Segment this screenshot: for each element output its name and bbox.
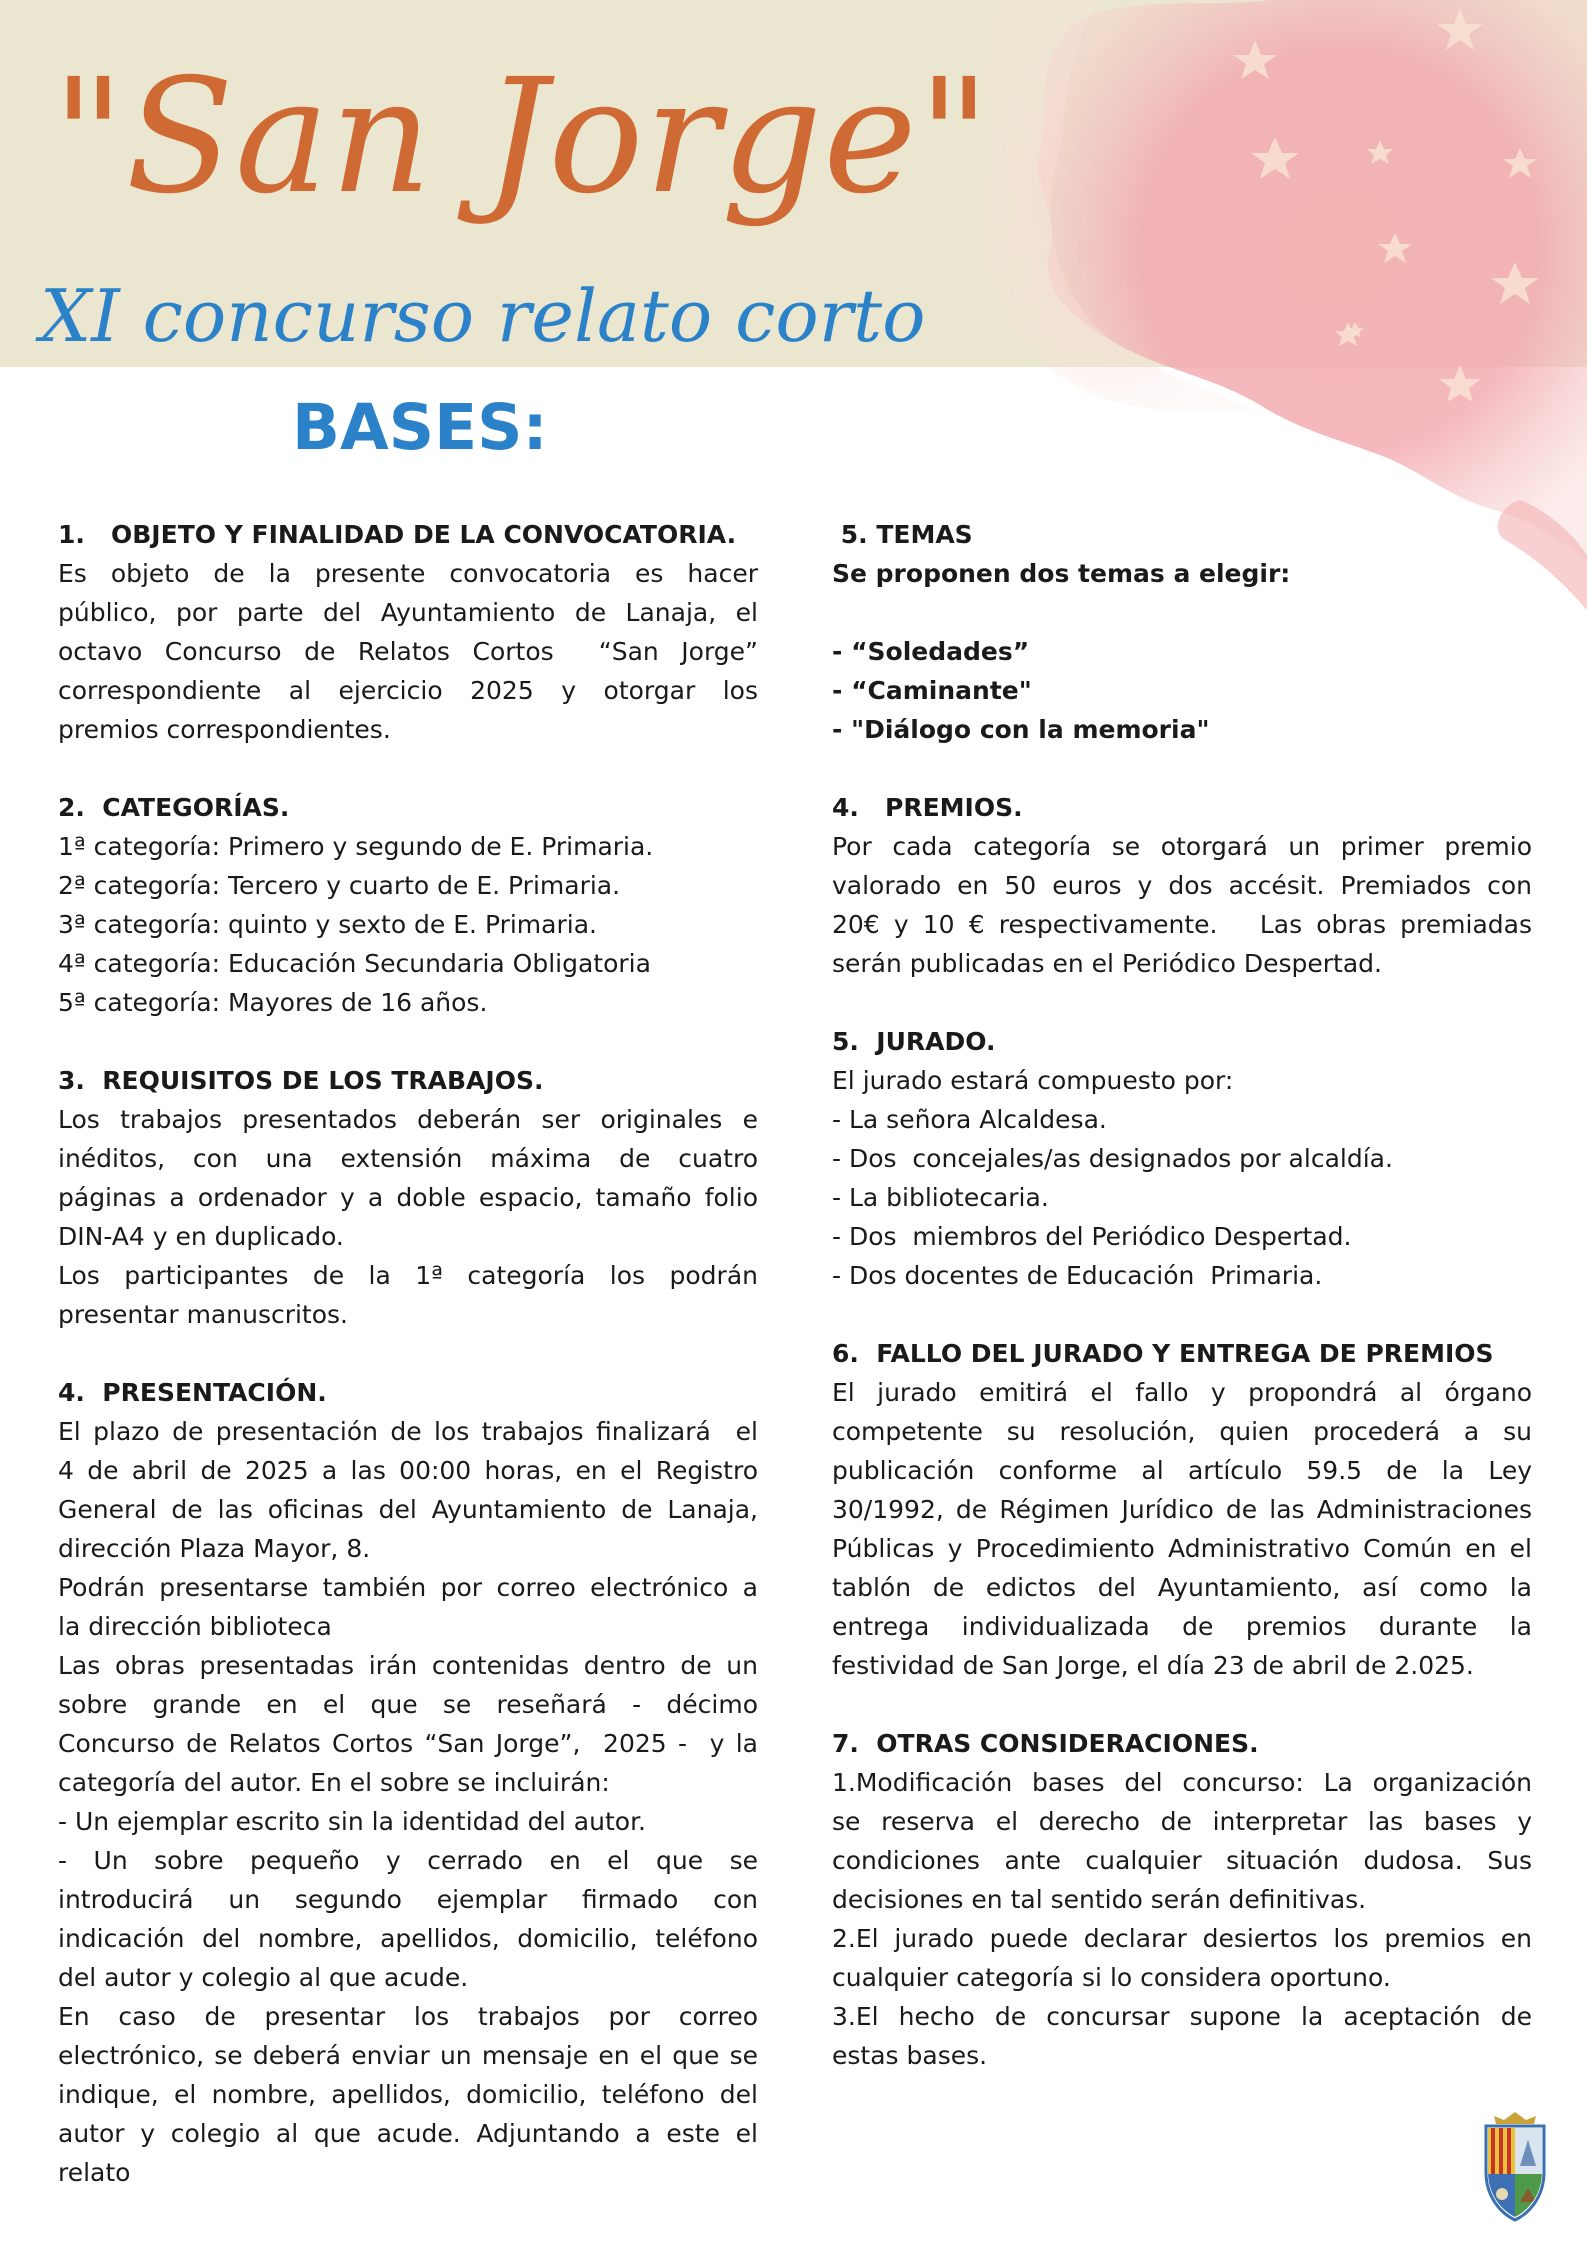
left-column-text-line: categoría del autor. En el sobre se incluirán: <box>58 1768 610 1797</box>
right-column-text-line: 30/1992, de Régimen Jurídico de las Administraciones <box>832 1495 1532 1524</box>
left-column-text-line: - Un sobre pequeño y cerrado en el que se <box>58 1846 758 1875</box>
right-column-heading-line: 7. OTRAS CONSIDERACIONES. <box>832 1729 1259 1758</box>
right-column-spacer <box>832 1685 1532 1724</box>
left-column-text-line: Los participantes de la 1ª categoría los podrán <box>58 1261 758 1290</box>
left-column-text-line: Es objeto de la presente convocatoria es hacer <box>58 559 758 588</box>
right-column-text-line: - Dos miembros del Periódico Despertad. <box>832 1222 1352 1251</box>
right-column-heading-line: 6. FALLO DEL JURADO Y ENTREGA DE PREMIOS <box>832 1339 1494 1368</box>
left-column-text-line: 3ª categoría: quinto y sexto de E. Primaria. <box>58 910 597 939</box>
left-column-text-line: introducirá un segundo ejemplar firmado con <box>58 1885 758 1914</box>
right-column-text-line: valorado en 50 euros y dos accésit. Premiados con <box>832 871 1532 900</box>
right-column-text-line: - La señora Alcaldesa. <box>832 1105 1107 1134</box>
right-column-text-line: tablón de edictos del Ayuntamiento, así como la <box>832 1573 1532 1602</box>
left-column-text-line: inéditos, con una extensión máxima de cuatro <box>58 1144 758 1173</box>
right-column-spacer <box>832 749 1532 788</box>
left-column-heading-line: 3. REQUISITOS DE LOS TRABAJOS. <box>58 1066 544 1095</box>
right-column-text-line: festividad de San Jorge, el día 23 de abril de 2.025. <box>832 1651 1474 1680</box>
left-column-text-line: dirección Plaza Mayor, 8. <box>58 1534 371 1563</box>
right-column-text-line: - La bibliotecaria. <box>832 1183 1049 1212</box>
right-column-text-line: condiciones ante cualquier situación dudosa. Sus <box>832 1846 1532 1875</box>
right-column-heading-line: - "Diálogo con la memoria" <box>832 715 1210 744</box>
left-column-heading-line: 4. PRESENTACIÓN. <box>58 1378 327 1407</box>
left-column <box>58 515 758 2192</box>
right-column-text-line: 20€ y 10 € respectivamente. Las obras premiadas <box>832 910 1532 939</box>
left-column-text-line: correspondiente al ejercicio 2025 y otorgar los <box>58 676 758 705</box>
right-column-text-line: decisiones en tal sentido serán definitivas. <box>832 1885 1367 1914</box>
left-column-text-line: la dirección biblioteca <box>58 1612 332 1641</box>
left-column-text-line: Podrán presentarse también por correo electrónico a <box>58 1573 758 1602</box>
left-column-heading-line: 2. CATEGORÍAS. <box>58 793 290 822</box>
right-column-text-line: El jurado estará compuesto por: <box>832 1066 1234 1095</box>
left-column-text-line: sobre grande en el que se reseñará - décimo <box>58 1690 758 1719</box>
left-column-text-line: 4 de abril de 2025 a las 00:00 horas, en el Registro <box>58 1456 758 1485</box>
right-column-heading-line: - “Soledades” <box>832 637 1030 666</box>
left-column-spacer <box>58 749 758 788</box>
right-column-spacer <box>832 593 1532 632</box>
page-title: "San Jorge" <box>52 45 992 229</box>
right-column-text-line: - Dos docentes de Educación Primaria. <box>832 1261 1323 1290</box>
left-column-text-line: público, por parte del Ayuntamiento de Lanaja, el <box>58 598 758 627</box>
left-column-text-line: Los trabajos presentados deberán ser originales e <box>58 1105 758 1134</box>
right-column-heading-line: 4. PREMIOS. <box>832 793 1023 822</box>
left-column-text-line: páginas a ordenador y a doble espacio, tamaño folio <box>58 1183 758 1212</box>
left-column-text-line: octavo Concurso de Relatos Cortos “San Jorge” <box>58 637 758 666</box>
right-column-text-line: 3.El hecho de concursar supone la aceptación de <box>832 2002 1532 2031</box>
left-column-spacer <box>58 1022 758 1061</box>
left-column-text-line: autor y colegio al que acude. Adjuntando a este el <box>58 2119 758 2148</box>
right-column-heading-line: Se proponen dos temas a elegir: <box>832 559 1291 588</box>
left-column-text-line: 2ª categoría: Tercero y cuarto de E. Primaria. <box>58 871 621 900</box>
left-column-text-line: indicación del nombre, apellidos, domicilio, teléfono <box>58 1924 758 1953</box>
left-column-text-line: electrónico, se deberá enviar un mensaje en el que se <box>58 2041 758 2070</box>
right-column-text-line: cualquier categoría si lo considera oportuno. <box>832 1963 1391 1992</box>
left-column-text-line: DIN-A4 y en duplicado. <box>58 1222 344 1251</box>
municipal-crest-icon <box>1476 2110 1554 2222</box>
left-column-text-line: del autor y colegio al que acude. <box>58 1963 469 1992</box>
left-column-text-line: - Un ejemplar escrito sin la identidad del autor. <box>58 1807 647 1836</box>
left-column-text-line: El plazo de presentación de los trabajos finalizará el <box>58 1417 758 1446</box>
right-column-text-line: Públicas y Procedimiento Administrativo Común en el <box>832 1534 1532 1563</box>
right-column-text-line: - Dos concejales/as designados por alcaldía. <box>832 1144 1393 1173</box>
bases-heading: BASES: <box>292 391 548 464</box>
left-column-text-line: relato <box>58 2158 131 2187</box>
right-column-text-line: 1.Modificación bases del concurso: La organización <box>832 1768 1532 1797</box>
left-column-text-line: presentar manuscritos. <box>58 1300 349 1329</box>
right-column-text-line: publicación conforme al artículo 59.5 de la Ley <box>832 1456 1532 1485</box>
left-column-heading-line: 1. OBJETO Y FINALIDAD DE LA CONVOCATORIA. <box>58 520 737 549</box>
left-column-text-line: En caso de presentar los trabajos por correo <box>58 2002 758 2031</box>
right-column-text-line: Por cada categoría se otorgará un primer premio <box>832 832 1532 861</box>
page-subtitle: XI concurso relato corto <box>40 274 926 358</box>
right-column-text-line: se reserva el derecho de interpretar las bases y <box>832 1807 1532 1836</box>
right-column <box>832 515 1532 2075</box>
right-column-text-line: estas bases. <box>832 2041 988 2070</box>
right-column-text-line: competente su resolución, quien procederá a su <box>832 1417 1532 1446</box>
left-column-text-line: 4ª categoría: Educación Secundaria Obligatoria <box>58 949 651 978</box>
right-column-heading-line: 5. TEMAS <box>832 520 973 549</box>
left-column-text-line: Las obras presentadas irán contenidas dentro de un <box>58 1651 758 1680</box>
left-column-text-line: indique, el nombre, apellidos, domicilio, teléfono del <box>58 2080 758 2109</box>
left-column-text-line: General de las oficinas del Ayuntamiento de Lanaja, <box>58 1495 758 1524</box>
right-column-heading-line: - “Caminante" <box>832 676 1032 705</box>
left-column-text-line: Concurso de Relatos Cortos “San Jorge”, 2025 - y la <box>58 1729 758 1758</box>
left-column-text-line: 1ª categoría: Primero y segundo de E. Primaria. <box>58 832 654 861</box>
left-column-text-line: 5ª categoría: Mayores de 16 años. <box>58 988 488 1017</box>
right-column-text-line: entrega individualizada de premios durante la <box>832 1612 1532 1641</box>
right-column-text-line: El jurado emitirá el fallo y propondrá al órgano <box>832 1378 1532 1407</box>
right-column-text-line: 2.El jurado puede declarar desiertos los premios en <box>832 1924 1532 1953</box>
right-column-heading-line: 5. JURADO. <box>832 1027 996 1056</box>
left-column-spacer <box>58 1334 758 1373</box>
right-column-text-line: serán publicadas en el Periódico Despertad. <box>832 949 1382 978</box>
right-column-spacer <box>832 1295 1532 1334</box>
right-column-spacer <box>832 983 1532 1022</box>
left-column-text-line: premios correspondientes. <box>58 715 391 744</box>
